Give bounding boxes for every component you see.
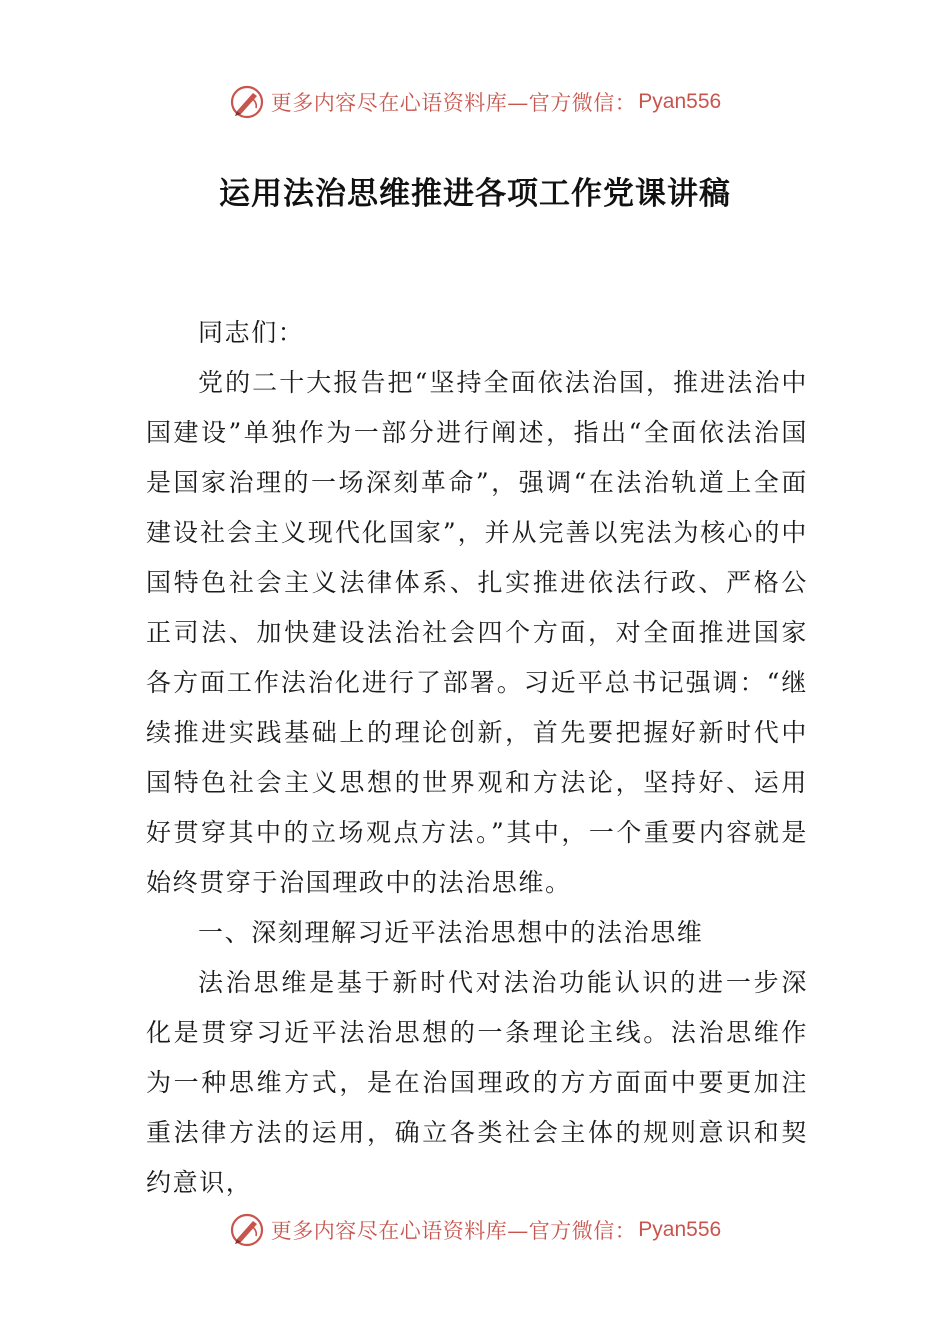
pen-logo-icon xyxy=(229,84,265,120)
banner-text: 更多内容尽在心语资料库—官方微信： xyxy=(270,1219,637,1243)
banner-wechat-id: Pyan556 xyxy=(638,90,722,113)
pen-logo-icon xyxy=(229,1212,265,1248)
body-paragraph: 法治思维是基于新时代对法治功能认识的进一步深化是贯穿习近平法治思想的一条理论主线。法治思维作为一种思维方式，是在治国理政的方方面面中要更加注重法律方法的运用，确立各类社会主体的规则意识和契约意识， xyxy=(146,968,808,1197)
document-body xyxy=(146,308,808,1208)
body-paragraph: 党的二十大报告把“坚持全面依法治国，推进法治中国建设”单独作为一部分进行阐述，指出“全面依法治国是国家治理的一场深刻革命”，强调“在法治轨道上全面建设社会主义现代化国家”，并从完善以宪法为核心的中国特色社会主义法律体系、扎实推进依法行政、严格公正司法、加快建设法治社会四个方面，对全面推进国家各方面工作法治化进行了部署。习近平总书记强调：“继续推进实践基础上的理论创新，首先要把握好新时代中国特色社会主义思想的世界观和方法论，坚持好、运用好贯穿其中的立场观点方法。”其中，一个重要内容就是始终贯穿于治国理政中的法治思维。 xyxy=(146,368,808,897)
greeting-paragraph: 同志们： xyxy=(198,318,305,347)
banner-text: 更多内容尽在心语资料库—官方微信： xyxy=(270,91,637,115)
header-banner xyxy=(0,82,950,122)
footer-banner xyxy=(0,1210,950,1250)
section-heading: 一、深刻理解习近平法治思想中的法治思维 xyxy=(198,918,704,947)
document-title: 运用法治思维推进各项工作党课讲稿 xyxy=(219,176,731,212)
banner-wechat-id: Pyan556 xyxy=(638,1218,722,1241)
